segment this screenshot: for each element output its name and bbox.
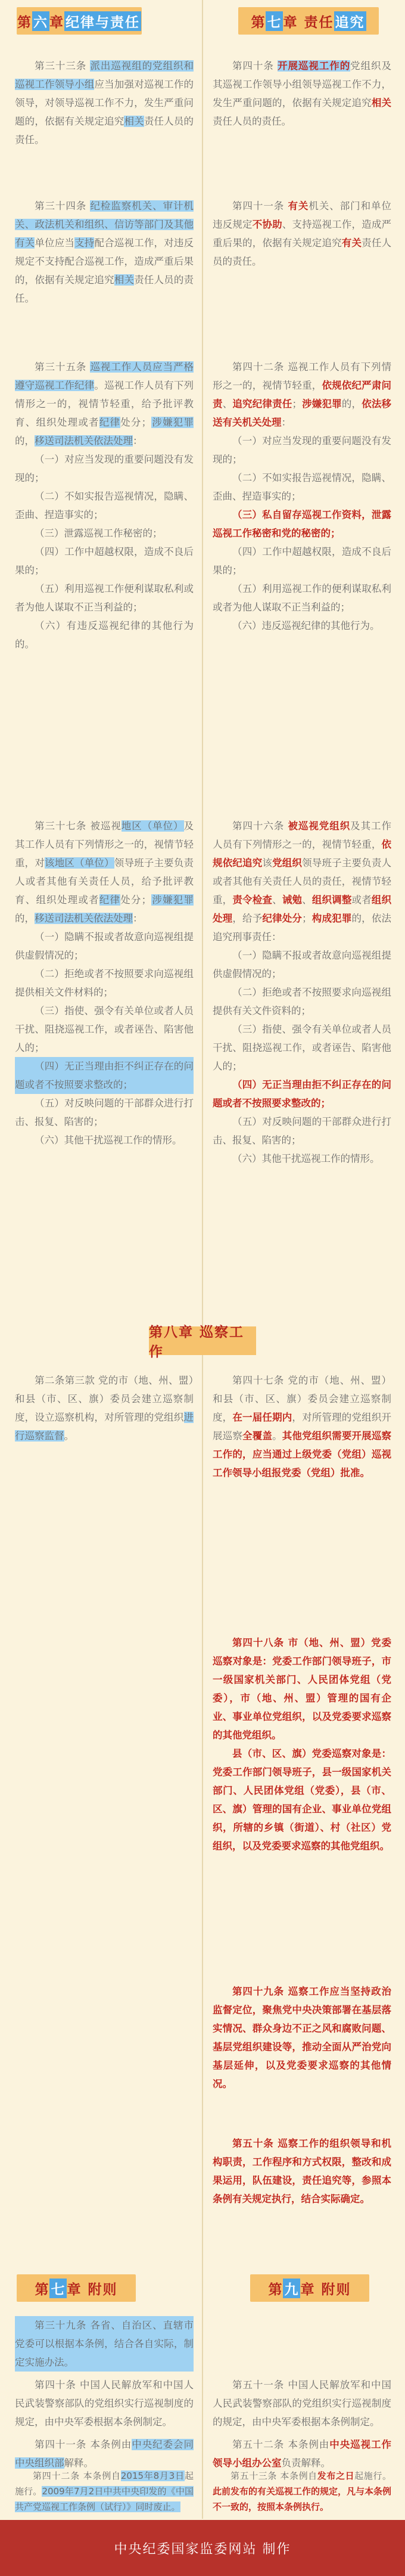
list-item: （三）指使、强令有关单位或者人员干扰、阻挠巡视工作，或者诬告、陷害他人的；	[15, 1005, 194, 1053]
list-item: （三）指使、强令有关单位或者人员干扰、阻挠巡视工作，或者诬告、陷害他人的；	[213, 1024, 391, 1072]
right-article-49: 第四十九条 巡察工作应当坚持政治监督定位，聚焦党中央决策部署在基层落实情况、群众身边不正之风和腐败问题、基层党组织建设等，推动全面从严治党向基层延伸，以及党委要求巡察的其他情况。	[213, 1986, 391, 2090]
left-chapter-header-7: 第 七 章 附则	[17, 2274, 136, 2302]
left-article-34: 第三十四条 纪检监察机关、审计机关、政法机关和组织、信访等部门及其他有关单位应当支持配合巡视工作，对违反规定不支持配合巡视工作，造成严重后果的，依据有关规定追究相关责任人员的责任。	[15, 200, 194, 304]
right-article-40: 第四十条 开展巡视工作的党组织及其巡视工作领导小组领导巡视工作不力，发生严重问题的，依据有关规定追究相关责任人员的责任。	[213, 60, 392, 127]
column-divider	[202, 0, 203, 2519]
left-article-35: 第三十五条 巡视工作人员应当严格遵守巡视工作纪律。巡视工作人员有下列情形之一的，视情节轻重，给予批评教育、组织处理或者纪律处分；涉嫌犯罪的，移送司法机关依法处理： （一）对应当发现的重要问题没有发现的； （二）不如实报告巡视情况，隐瞒、歪曲、捏造事实的； （三）泄露巡视工作秘密的； （四）工作中超越权限，造成不良后果的； （五）利用巡视工作便利谋取私利或者为他人谋取不正当利益的； （六）有违反巡视纪律的其他行为的。	[15, 358, 194, 653]
right-article-47: 第四十七条 党的市（地、州、盟）和县（市、区、旗）委员会建立巡察制度，在一届任期内，对所管理的党组织开展巡察全覆盖。其他党组织需要开展巡察工作的，应当通过上级党委（党组）巡视工作领导小组报党委（党组）批准。	[213, 1375, 392, 1478]
list-item: （四）无正当理由拒不纠正存在的问题或者不按照要求整改的；	[213, 1079, 391, 1109]
list-item: （一）对应当发现的重要问题没有发现的；	[213, 435, 391, 465]
left-article-37: 第三十七条 被巡视地区（单位）及其工作人员有下列情形之一的，视情节轻重，对该地区（单位）领导班子主要负责人或者其他有关责任人员，给予批评教育、组织处理或者纪律处分；涉嫌犯罪的，移送司法机关依法处理： （一）隐瞒不报或者故意向巡视组提供虚假情况的； （二）拒绝或者不按照要求向巡视组提供相关文件材料的； （三）指使、强令有关单位或者人员干扰、阻挠巡视工作，或者诬告、陷害他人的； （四）无正当理由拒不纠正存在的问题或者不按照要求整改的； （五）对反映问题的干部群众进行打击、报复、陷害的； （六）其他干扰巡视工作的情形。	[15, 817, 194, 1149]
right-chapter-header-7: 第 七 章 责任 追究	[238, 7, 379, 35]
list-item: （一）隐瞒不报或者故意向巡视组提供虚假情况的；	[15, 931, 194, 961]
left-article-41-appendix: 第四十一条 本条例由中央纪委会同中央组织部解释。	[15, 2439, 194, 2469]
list-item: （四）工作中超越权限，造成不良后果的；	[15, 546, 194, 576]
right-article-53: 第五十三条 本条例自发布之日起施行。此前发布的有关巡视工作的规定，凡与本条例不一致的，按照本条例执行。	[213, 2470, 392, 2512]
list-item: （一）隐瞒不报或者故意向巡视组提供虚假情况的；	[213, 950, 391, 979]
right-article-51: 第五十一条 中国人民解放军和中国人民武装警察部队的党组织实行巡视制度的规定，由中央军委根据本条例制定。	[213, 2379, 391, 2428]
left-article-42-appendix: 第四十二条 本条例自2015年8月3日起施行。2009年7月2日中共中央印发的《中国共产党巡视工作条例（试行）》同时废止。	[15, 2470, 194, 2512]
right-article-50: 第五十条 巡察工作的组织领导和机构职责，工作程序和方式权限，整改和成果运用，队伍建设，责任追究等，参照本条例有关规定执行，结合实际确定。	[213, 2138, 391, 2205]
list-item: （六）其他干扰巡视工作的情形。	[232, 1153, 380, 1164]
left-article-39: 第三十九条 各省、自治区、直辖市党委可以根据本条例，结合各自实际，制定实施办法。	[15, 2316, 194, 2372]
list-item: （五）对反映问题的干部群众进行打击、报复、陷害的；	[15, 1098, 194, 1127]
list-item: （五）利用巡视工作便利谋取私利或者为他人谋取不正当利益的；	[15, 583, 194, 613]
right-chapter-header-9: 第 九 章 附则	[250, 2274, 369, 2302]
left-chapter-header-6: 第 六 章 纪律与责任	[17, 7, 142, 35]
right-article-46: 第四十六条 被巡视党组织及其工作人员有下列情形之一的，视情节轻重，依规依纪追究该党组织领导班子主要负责人或者其他有关责任人员的责任，视情节轻重，责令检查、诫勉、组织调整或者组织处理，给予纪律处分；构成犯罪的，依法追究刑事责任： （一）隐瞒不报或者故意向巡视组提供虚假情况的； （二）拒绝或者不按照要求向巡视组提供有关文件资料的； （三）指使、强令有关单位或者人员干扰、阻挠巡视工作，或者诬告、陷害他人的； （四）无正当理由拒不纠正存在的问题或者不按照要求整改的； （五）对反映问题的干部群众进行打击、报复、陷害的； （六）其他干扰巡视工作的情形。	[213, 817, 391, 1168]
list-item: （四）无正当理由拒不纠正存在的问题或者不按照要求整改的；	[15, 1057, 194, 1094]
list-item: （二）拒绝或者不按照要求向巡视组提供有关文件资料的；	[213, 987, 391, 1016]
list-item: （二）拒绝或者不按照要求向巡视组提供相关文件材料的；	[15, 968, 194, 998]
list-item: （二）不如实报告巡视情况，隐瞒、歪曲、捏造事实的；	[15, 491, 194, 520]
center-chapter-header-8: 第八章 巡察工作	[149, 1326, 256, 1355]
right-article-41: 第四十一条 有关机关、部门和单位违反规定不协助、支持巡视工作，造成严重后果的，依据有关规定追究有关责任人员的责任。	[213, 200, 392, 267]
right-article-52: 第五十二条 本条例由中央巡视工作领导小组办公室负责解释。	[213, 2439, 392, 2469]
list-item: （六）有违反巡视纪律的其他行为的。	[15, 620, 194, 650]
list-item: （五）对反映问题的干部群众进行打击、报复、陷害的；	[213, 1116, 391, 1146]
list-item: （四）工作中超越权限，造成不良后果的；	[213, 546, 391, 576]
left-article-40-appendix: 第四十条 中国人民解放军和中国人民武装警察部队的党组织实行巡视制度的规定，由中央军委根据本条例制定。	[15, 2379, 194, 2428]
left-article-2-3: 第二条第三款 党的市（地、州、盟）和县（市、区、旗）委员会建立巡察制度，设立巡察机构，对所管理的党组织进行巡察监督。	[15, 1375, 194, 1442]
list-item: （五）利用巡视工作的便利谋取私利或者为他人谋取不正当利益的；	[213, 583, 391, 613]
right-article-42: 第四十二条 巡视工作人员有下列情形之一的，视情节轻重，依规依纪严肃问责、追究纪律责任；涉嫌犯罪的，依法移送有关机关处理： （一）对应当发现的重要问题没有发现的； （二）不如实报告巡视情况，隐瞒、歪曲、捏造事实的； （三）私自留存巡视工作资料，泄露巡视工作秘密和党的秘密的； （四）工作中超越权限，造成不良后果的； （五）利用巡视工作的便利谋取私利或者为他人谋取不正当利益的； （六）违反巡视纪律的其他行为。	[213, 358, 391, 635]
list-item: （一）对应当发现的重要问题没有发现的；	[15, 454, 194, 483]
list-item: （三）泄露巡视工作秘密的；	[35, 528, 163, 539]
footer-credit: 中央纪委国家监委网站 制作	[0, 2520, 405, 2576]
list-item: （三）私自留存巡视工作资料，泄露巡视工作秘密和党的秘密的；	[213, 509, 391, 539]
list-item: （二）不如实报告巡视情况，隐瞒、歪曲、捏造事实的；	[213, 472, 391, 502]
list-item: （六）违反巡视纪律的其他行为。	[232, 620, 380, 631]
left-article-33: 第三十三条 派出巡视组的党组织和巡视工作领导小组应当加强对巡视工作的领导，对领导巡视工作不力，发生严重问题的，依据有关规定追究相关责任人员的责任。	[15, 60, 194, 145]
right-article-48: 第四十八条 市（地、州、盟）党委巡察对象是：党委工作部门领导班子，市一级国家机关部门、人民团体党组（党委），市（地、州、盟）管理的国有企业、事业单位党组织，以及党委要求巡察的其他党组织。 县（市、区、旗）党委巡察对象是：党委工作部门领导班子，县一级国家机关部门、人民团体党组（党委），县（市、区、旗）管理的国有企业、事业单位党组织，所辖的乡镇（街道）、村（社区）党组织，以及党委要求巡察的其他党组织。	[213, 1637, 391, 1852]
list-item: （六）其他干扰巡视工作的情形。	[35, 1134, 182, 1146]
